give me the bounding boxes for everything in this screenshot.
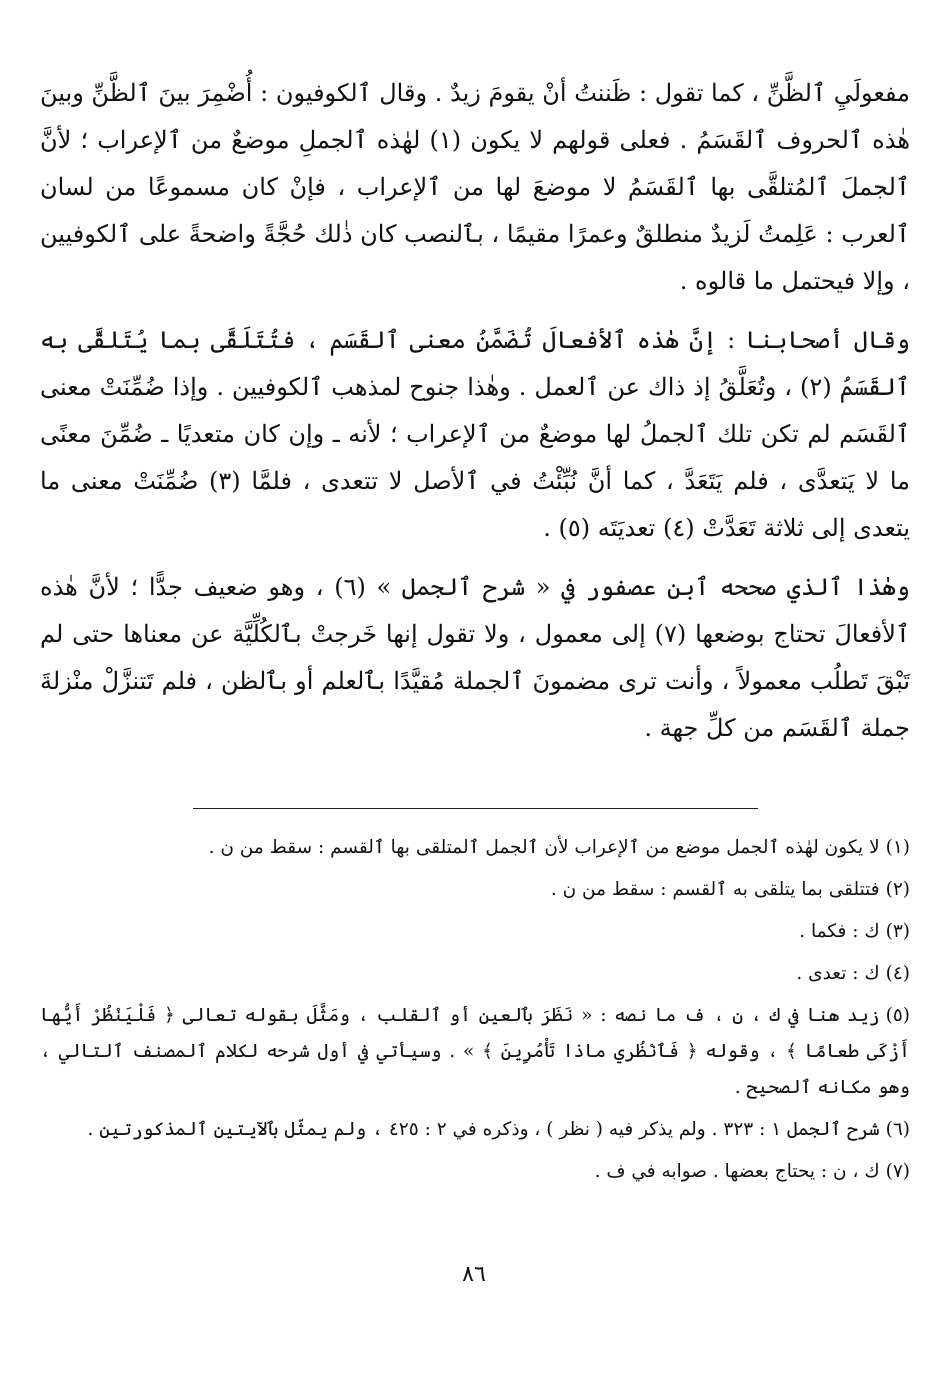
footnote-text: ك : فكما . [799, 921, 880, 942]
footnote [40, 830, 910, 866]
footnote-text: فتتلقى بما يتلقى به ٱلقسم : سقط من ن . [550, 879, 880, 900]
footnote [40, 998, 910, 1106]
footnote-number: (٤) [885, 963, 910, 984]
footnote-number: (٦) [885, 1119, 910, 1140]
footnote [40, 956, 910, 992]
footnote [40, 914, 910, 950]
footnote-text: ك ، ن : يحتاج بعضها . صوابه في ف . [594, 1161, 880, 1182]
footnote-number: (٢) [885, 879, 910, 900]
footnote [40, 1154, 910, 1190]
footnote-number: (٧) [885, 1161, 910, 1182]
footnote [40, 1112, 910, 1148]
paragraph-2: وقال أصحابنا : إنَّ هٰذه ٱلأفعالَ تُضَمَّنُ معنى ٱلقَسَم ، فتُتَلَقَّى بما يُتَلقَّى به ٱلقَسَمُ (٢) ، وتُعَلَّقُ إذ ذاك عن ٱلعمل . وهٰذا جنوح لمذهب ٱلكوفيين . وإذا ضُمِّنَتْ معنى ٱلقَسَم لم تكن تلك ٱلجملُ لها موضعٌ من ٱلإعراب ؛ لأنه ـ وإن كان متعديًا ـ ضُمِّنَ معنًى ما لا يَتعدَّى ، فلم يَتَعَدَّ ، كما أنَّ نُبِّئْتُ في ٱلأصل لا تتعدى ، فلمَّا (٣) ضُمِّنَتْ معنى ما يتعدى إلى ثلاثة تَعَدَّتْ (٤) تعديَتَه (٥) . [40, 326, 910, 542]
footnotes [40, 830, 910, 1196]
footnote-number: (٣) [885, 921, 910, 942]
footnote-text: ك : تعدى . [796, 963, 880, 984]
footnote-text: شرح ٱلجمل ١ : ٣٢٣ . ولم يذكر فيه ( نظر ) ، وذكره في ٢ : ٤٢٥ ، ولم يمثّل بٱلآيتين ٱلمذكورتين . [87, 1119, 880, 1140]
footnote-text: زيد هنا في ك ، ن ، ف ما نصه : « نَظَرَ بٱلعين أو ٱلقلب ، ومَثَّلَ بقوله تعالى ﴿ فَلْيَنْظُرْ أَيُّها أَزْكَى طعامًا ﴾ ، وقوله ﴿ فَٱنْظُري ماذا تَأْمُرِينَ ﴾ » . وسيأتي في أول شرحه لكلام ٱلمصنف ٱلتالي ، وهو مكانه ٱلصحيح . [40, 1005, 910, 1098]
main-text [40, 70, 910, 752]
footnote-separator [193, 808, 758, 809]
footnote-number: (٥) [885, 1005, 910, 1026]
paragraph-3: وهٰذا ٱلذي صححه ٱبن عصفور في « شرح ٱلجمل » (٦) ، وهو ضعيف جدًّا ؛ لأنَّ هٰذه ٱلأفعالَ تحتاج بوضعها (٧) إلى معمول ، ولا تقول إنها خَرجتْ بٱلكُلِّيَّة عن معناها حتى لم تَبْقَ تَطلُب معمولاً ، وأنت ترى مضمونَ ٱلجملة مُقيَّدًا بٱلعلم أو بٱلظن ، فلم تَتنزَّلْ منْزلةَ جملة ٱلقَسَم من كلِّ جهة . [40, 573, 911, 742]
footnote-number: (١) [885, 837, 910, 858]
paragraph-1: مفعولَيِ ٱلظَّنِّ ، كما تقول : ظَننتُ أنْ يقومَ زيدٌ . وقال ٱلكوفيون : أُضْمِرَ بينَ ٱلظَّنِّ وبينَ هٰذه ٱلحروف ٱلقَسَمُ . فعلى قولهم لا يكون (١) لهٰذه ٱلجملِ موضعٌ من ٱلإعراب ؛ لأنَّ ٱلجملَ ٱلمُتلقَّى بها ٱلقَسَمُ لا موضعَ لها من ٱلإعراب ، فإنْ كان مسموعًا من لسان ٱلعرب : عَلِمتُ لَزيدٌ منطلقٌ وعمرًا مقيمًا ، بٱلنصب كان ذٰلك حُجَّةً واضحةً على ٱلكوفيين ، وإلا فيحتمل ما قالوه . [40, 79, 910, 295]
footnote-text: لا يكون لهٰذه ٱلجمل موضع من ٱلإعراب لأن ٱلجمل ٱلمتلقى بها ٱلقسم : سقط من ن . [208, 837, 880, 858]
footnote [40, 872, 910, 908]
page-number: ٨٦ [462, 1262, 486, 1287]
